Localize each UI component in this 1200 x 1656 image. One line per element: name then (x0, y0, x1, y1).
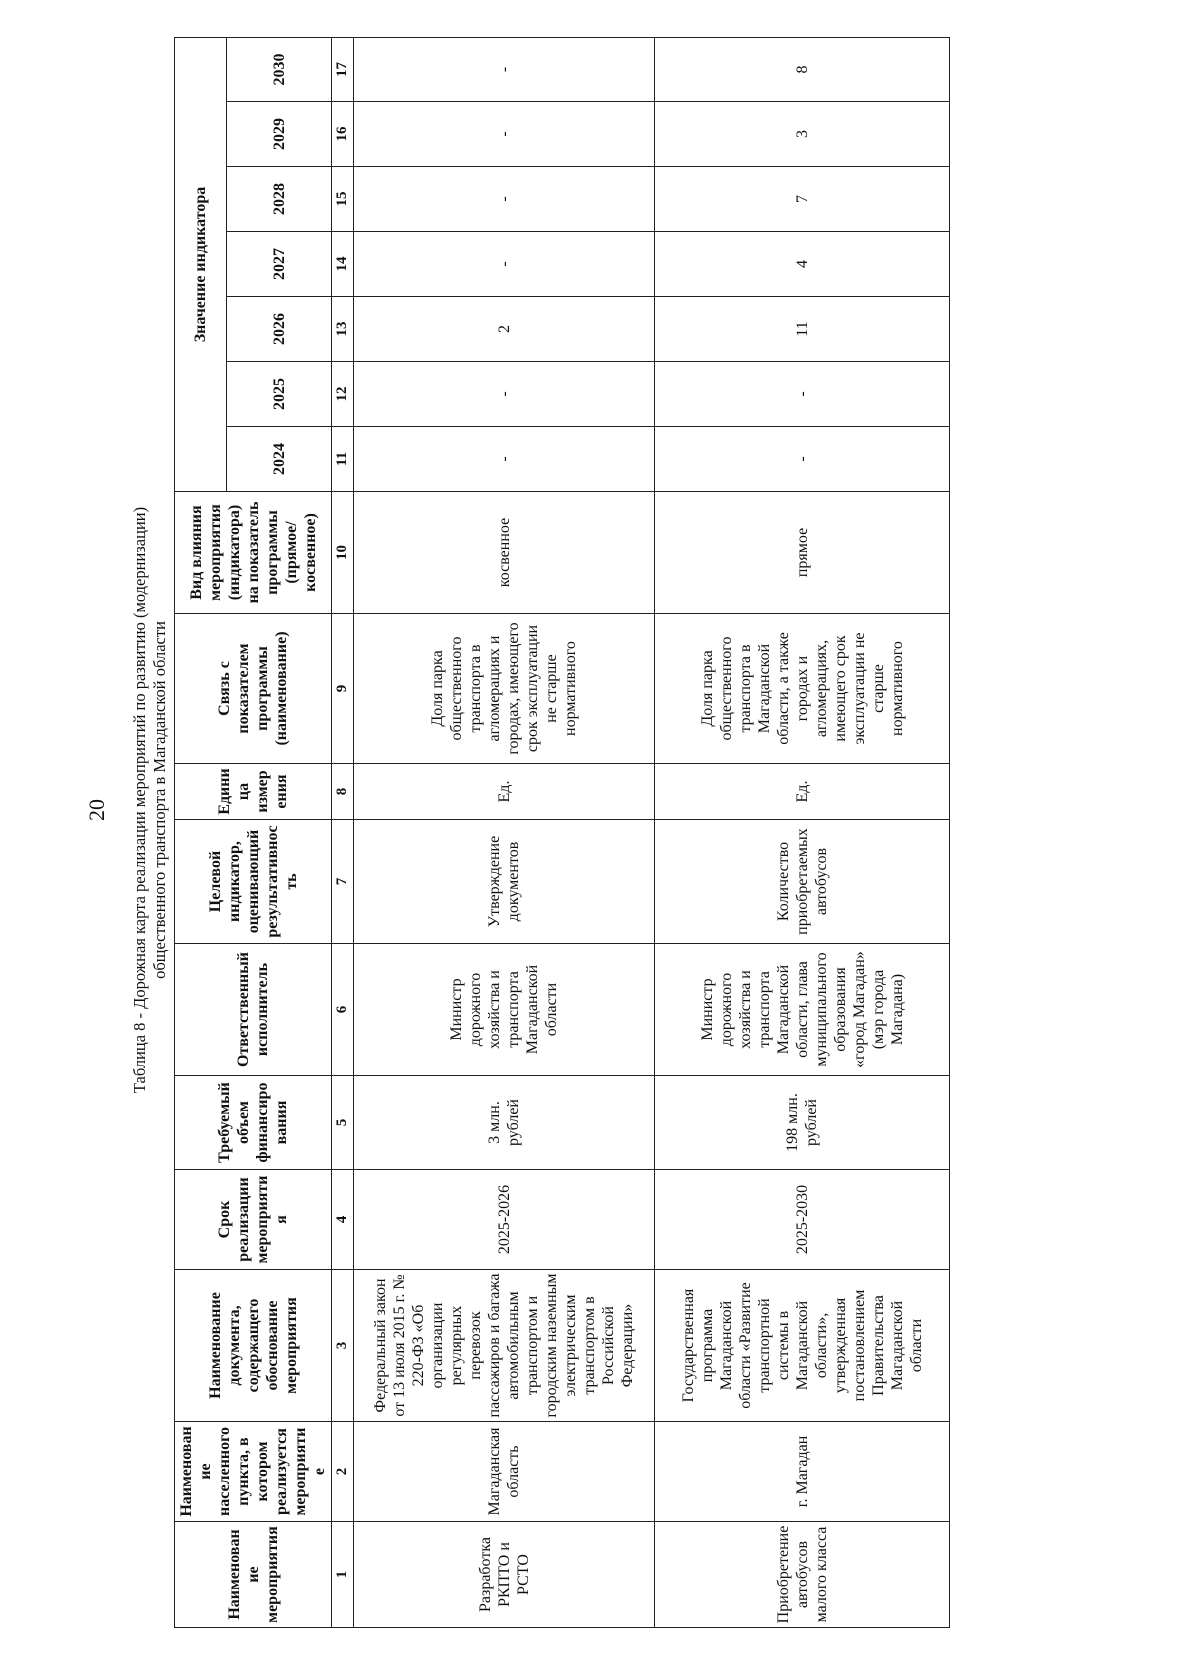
cell-value-2028: 7 (655, 167, 950, 232)
header-program-link: Связь с показателем программы (наименование) (175, 614, 332, 764)
cell-document: Федеральный закон от 13 июля 2015 г. № 220-ФЗ «Об организации регулярных перевозок пассажиров и багажа автомобильным транспортом и городским наземным электрическим транспортом в Российской Федерации» (354, 1270, 655, 1422)
cell-value-2029: 3 (655, 102, 950, 167)
year-2024: 2024 (227, 427, 332, 492)
header-unit: Единица измерения (175, 764, 332, 820)
year-2027: 2027 (227, 232, 332, 297)
column-number: 16 (332, 102, 354, 167)
cell-executor: Министр дорожного хозяйства и транспорта Магаданской области, глава муниципального образования «город Магадан» (мэр города Магадана) (655, 944, 950, 1076)
cell-value-2026: 11 (655, 297, 950, 362)
cell-value-2024: - (354, 427, 655, 492)
column-number: 7 (332, 820, 354, 944)
caption-line-1: Таблица 8 - Дорожная карта реализации мероприятий по развитию (модернизации) (130, 506, 149, 1094)
cell-unit: Ед. (354, 764, 655, 820)
rotated-table-wrapper (174, 38, 1024, 1628)
column-numbers-row (332, 37, 354, 1627)
column-number: 14 (332, 232, 354, 297)
header-funding: Требуемый объем финансирования (175, 1076, 332, 1170)
cell-value-2025: - (354, 362, 655, 427)
cell-value-2030: - (354, 37, 655, 101)
cell-value-2027: - (354, 232, 655, 297)
cell-influence: прямое (655, 492, 950, 614)
cell-period: 2025-2026 (354, 1170, 655, 1270)
cell-value-2028: - (354, 167, 655, 232)
cell-program-link: Доля парка общественного транспорта в агломерациях и городах, имеющего срок эксплуатации не старше нормативного (354, 614, 655, 764)
column-number: 3 (332, 1270, 354, 1422)
column-number: 9 (332, 614, 354, 764)
year-2025: 2025 (227, 362, 332, 427)
header-name: Наименование мероприятия (175, 1522, 332, 1628)
header-executor: Ответственный исполнитель (175, 944, 332, 1076)
cell-unit: Ед. (655, 764, 950, 820)
column-number: 17 (332, 37, 354, 101)
cell-name: Приобретение автобусов малого класса (655, 1522, 950, 1628)
cell-value-2029: - (354, 102, 655, 167)
column-number: 12 (332, 362, 354, 427)
header-locality: Наименование населенного пункта, в котором реализуется мероприятие (175, 1422, 332, 1522)
column-number: 13 (332, 297, 354, 362)
table-caption (130, 0, 170, 1620)
cell-value-2026: 2 (354, 297, 655, 362)
column-number: 5 (332, 1076, 354, 1170)
cell-period: 2025-2030 (655, 1170, 950, 1270)
cell-value-2024: - (655, 427, 950, 492)
roadmap-table (174, 37, 950, 1628)
column-number: 1 (332, 1522, 354, 1628)
cell-locality: г. Магадан (655, 1422, 950, 1522)
column-number: 8 (332, 764, 354, 820)
header-indicator-values: Значение индикатора (175, 37, 227, 491)
cell-value-2030: 8 (655, 37, 950, 101)
column-number: 2 (332, 1422, 354, 1522)
year-2028: 2028 (227, 167, 332, 232)
year-2026: 2026 (227, 297, 332, 362)
column-number: 6 (332, 944, 354, 1076)
cell-indicator: Количество приобретаемых автобусов (655, 820, 950, 944)
column-number: 11 (332, 427, 354, 492)
cell-document: Государственная программа Магаданской области «Развитие транспортной системы в Магаданской области», утвержденная постановлением Правительства Магаданской области (655, 1270, 950, 1422)
cell-locality: Магаданская область (354, 1422, 655, 1522)
cell-name: Разработка РКПТО и РСТО (354, 1522, 655, 1628)
header-influence: Вид влияния мероприятия (индикатора) на показатель программы (прямое/косвенное) (175, 492, 332, 614)
header-indicator: Целевой индикатор, оценивающий результативность (175, 820, 332, 944)
cell-indicator: Утверждение документов (354, 820, 655, 944)
column-number: 15 (332, 167, 354, 232)
cell-funding: 3 млн. рублей (354, 1076, 655, 1170)
year-2029: 2029 (227, 102, 332, 167)
header-period: Срок реализации мероприятия (175, 1170, 332, 1270)
header-row (175, 37, 227, 1627)
table-row (655, 37, 950, 1627)
year-2030: 2030 (227, 37, 332, 101)
page-number: 20 (84, 799, 109, 821)
caption-line-2: общественного транспорта в Магаданской области (150, 621, 169, 979)
column-number: 10 (332, 492, 354, 614)
header-document: Наименование документа, содержащего обоснование мероприятия (175, 1270, 332, 1422)
cell-funding: 198 млн. рублей (655, 1076, 950, 1170)
cell-value-2027: 4 (655, 232, 950, 297)
column-number: 4 (332, 1170, 354, 1270)
cell-influence: косвенное (354, 492, 655, 614)
cell-program-link: Доля парка общественного транспорта в Магаданской области, а также городах и агломерациях, имеющего срок эксплуатации не старше нормативного (655, 614, 950, 764)
cell-value-2025: - (655, 362, 950, 427)
table-row (354, 37, 655, 1627)
cell-executor: Министр дорожного хозяйства и транспорта Магаданской области (354, 944, 655, 1076)
